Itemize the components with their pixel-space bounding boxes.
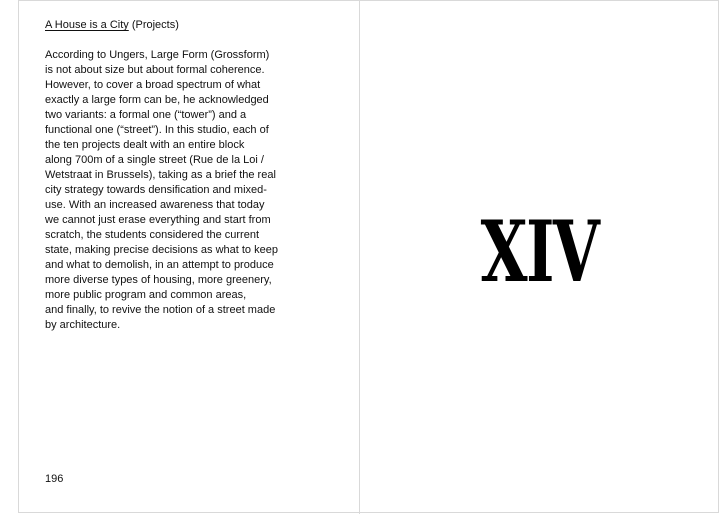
- body-line: the ten projects dealt with an entire block: [45, 139, 245, 151]
- body-line: Wetstraat in Brussels), taking as a brief the real: [45, 169, 276, 181]
- left-page: [45, 18, 345, 333]
- page-gutter-divider: [359, 0, 360, 514]
- chapter-numeral: XIV: [480, 202, 599, 301]
- body-line: According to Ungers, Large Form (Grossform): [45, 49, 270, 61]
- body-line: use. With an increased awareness that today: [45, 199, 265, 211]
- heading-title: A House is a City: [45, 19, 129, 31]
- body-line: exactly a large form can be, he acknowledged: [45, 94, 269, 106]
- body-line: scratch, the students considered the current: [45, 229, 260, 241]
- body-line: However, to cover a broad spectrum of what: [45, 79, 261, 91]
- body-line: more diverse types of housing, more greenery,: [45, 274, 272, 286]
- body-line: and finally, to revive the notion of a street made: [45, 304, 276, 316]
- body-line: we cannot just erase everything and start from: [45, 214, 271, 226]
- body-line: is not about size but about formal coherence.: [45, 64, 265, 76]
- body-line: functional one (“street”). In this studio, each of: [45, 124, 269, 136]
- body-line: along 700m of a single street (Rue de la Loi /: [45, 154, 264, 166]
- body-line: by architecture.: [45, 319, 121, 331]
- section-heading: [45, 18, 345, 33]
- body-line: state, making precise decisions as what to keep: [45, 244, 278, 256]
- body-line: two variants: a formal one (“tower”) and a: [45, 109, 247, 121]
- body-line: more public program and common areas,: [45, 289, 247, 301]
- body-line: city strategy towards densification and mixed-: [45, 184, 267, 196]
- body-line: and what to demolish, in an attempt to produce: [45, 259, 274, 271]
- heading-suffix: (Projects): [128, 19, 179, 31]
- body-paragraph: [45, 48, 345, 333]
- page-number: 196: [45, 473, 64, 485]
